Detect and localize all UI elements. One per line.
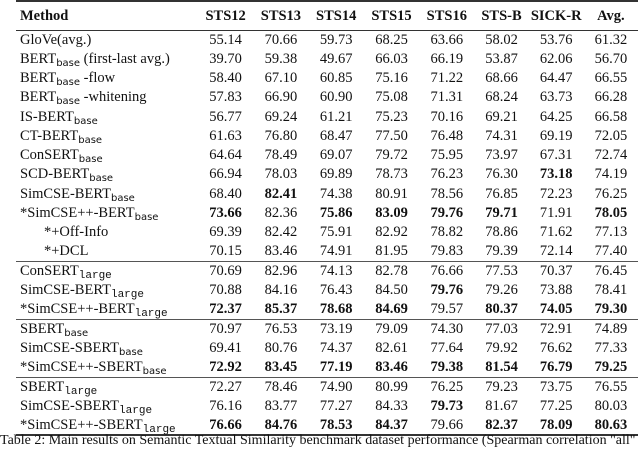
- score-cell: 70.97: [198, 319, 253, 338]
- score-cell: 69.07: [319, 147, 353, 164]
- score-cell: 73.88: [539, 282, 573, 299]
- score-cell: 77.33: [594, 340, 628, 357]
- score-cell: 74.13: [309, 262, 364, 281]
- score-cell: 58.40: [209, 69, 242, 86]
- table-row: [16, 397, 638, 416]
- table-row: [16, 30, 638, 49]
- score-cell: 84.16: [264, 282, 298, 299]
- score-cell: 82.96: [253, 262, 308, 281]
- column-header-sts14: STS14: [309, 1, 364, 30]
- score-cell: 66.90: [264, 89, 298, 106]
- score-cell: 79.30: [594, 301, 628, 318]
- model-size-subscript: large: [134, 308, 168, 321]
- score-cell: 69.24: [264, 108, 298, 125]
- score-cell: 68.24: [485, 89, 518, 106]
- column-header-sts13: STS13: [253, 1, 308, 30]
- score-cell: 74.05: [539, 301, 573, 318]
- score-cell: 81.95: [375, 243, 408, 260]
- score-cell: 83.46: [375, 359, 408, 376]
- score-cell: 80.03: [594, 398, 628, 415]
- score-cell: 63.73: [539, 89, 573, 106]
- score-cell: 68.25: [375, 31, 408, 48]
- method-name: BERT: [20, 50, 57, 67]
- method-name-cell: [16, 281, 198, 300]
- column-header-avg: Avg.: [584, 1, 638, 30]
- score-cell: 79.39: [485, 243, 518, 260]
- score-cell: 71.31: [430, 89, 464, 106]
- score-cell: 84.33: [375, 398, 408, 415]
- score-cell: 49.67: [319, 50, 353, 67]
- column-header-sts12: STS12: [198, 1, 253, 30]
- model-size-subscript: large: [119, 405, 153, 418]
- score-cell: 78.49: [264, 147, 298, 164]
- table-row: [16, 88, 638, 107]
- column-header-sts16: STS16: [419, 1, 474, 30]
- score-cell: 53.76: [539, 31, 573, 48]
- score-cell: 53.87: [485, 50, 518, 67]
- score-cell: 84.37: [364, 416, 419, 435]
- model-size-subscript: base: [56, 96, 81, 108]
- score-cell: 80.37: [485, 301, 518, 318]
- score-cell: 77.19: [319, 359, 353, 376]
- table-row: [16, 223, 638, 242]
- score-cell: 82.41: [264, 185, 298, 202]
- score-cell: 73.18: [539, 166, 573, 183]
- score-cell: 80.76: [264, 340, 298, 357]
- model-size-subscript: base: [134, 212, 159, 224]
- score-cell: 78.82: [430, 224, 464, 241]
- score-cell: 79.92: [485, 340, 518, 357]
- score-cell: 76.16: [209, 398, 242, 415]
- score-cell: 67.10: [264, 69, 298, 86]
- score-cell: 79.23: [474, 377, 528, 396]
- score-cell: 85.37: [264, 301, 298, 318]
- score-cell: 73.66: [209, 205, 242, 222]
- score-cell: 76.43: [319, 282, 353, 299]
- method-name: CT-BERT: [20, 127, 79, 144]
- table-row: [16, 107, 638, 126]
- score-cell: 82.92: [375, 224, 408, 241]
- method-variant: -whitening: [80, 89, 147, 106]
- score-cell: 74.37: [319, 340, 353, 357]
- score-cell: 80.63: [584, 416, 638, 435]
- table-header-row: [16, 1, 638, 30]
- score-cell: 84.76: [253, 416, 308, 435]
- score-cell: 61.21: [319, 108, 353, 125]
- score-cell: 77.50: [375, 127, 408, 144]
- score-cell: 75.08: [375, 89, 408, 106]
- score-cell: 79.57: [430, 301, 464, 318]
- score-cell: 76.79: [539, 359, 573, 376]
- table-row: [16, 146, 638, 165]
- score-cell: 71.62: [539, 224, 573, 241]
- method-name-cell: [16, 262, 198, 281]
- score-cell: 77.25: [539, 398, 573, 415]
- method-name: GloVe(avg.): [20, 31, 92, 48]
- method-name: SimCSE-SBERT: [20, 398, 120, 415]
- score-cell: 74.90: [309, 377, 364, 396]
- score-cell: 83.09: [375, 205, 408, 222]
- score-cell: 78.73: [375, 166, 408, 183]
- method-name: SimCSE-BERT: [20, 282, 111, 299]
- score-cell: 78.56: [430, 185, 464, 202]
- score-cell: 74.31: [485, 127, 518, 144]
- score-cell: 73.97: [485, 147, 518, 164]
- score-cell: 75.86: [319, 205, 353, 222]
- model-size-subscript: base: [89, 173, 114, 185]
- score-cell: 74.30: [419, 319, 474, 338]
- table-row: [16, 300, 638, 319]
- score-cell: 79.09: [364, 319, 419, 338]
- score-cell: 61.32: [594, 31, 628, 48]
- score-cell: 39.70: [209, 50, 242, 67]
- score-cell: 79.72: [375, 147, 408, 164]
- score-cell: 76.62: [539, 340, 573, 357]
- score-cell: 78.86: [485, 224, 518, 241]
- method-name-cell: [16, 126, 198, 145]
- score-cell: 84.50: [375, 282, 408, 299]
- score-cell: 76.30: [485, 166, 518, 183]
- score-cell: 58.02: [485, 31, 518, 48]
- method-variant: -flow: [80, 69, 116, 86]
- score-cell: 82.42: [264, 224, 298, 241]
- score-cell: 80.91: [375, 185, 408, 202]
- method-variant: (first-last avg.): [80, 50, 170, 67]
- method-name: *+Off-Info: [44, 224, 109, 241]
- method-name-cell: [16, 397, 198, 416]
- score-cell: 64.64: [209, 147, 242, 164]
- model-size-subscript: base: [119, 347, 143, 359]
- table-row: [16, 319, 638, 338]
- method-name-cell: [16, 69, 198, 88]
- score-cell: 59.38: [264, 50, 298, 67]
- score-cell: 74.91: [319, 243, 353, 260]
- table-row: [16, 242, 638, 261]
- score-cell: 69.39: [209, 224, 242, 241]
- score-cell: 68.47: [319, 127, 353, 144]
- score-cell: 69.21: [485, 108, 518, 125]
- method-name-cell: [16, 146, 198, 165]
- method-name: SimCSE-SBERT: [20, 340, 120, 357]
- model-size-subscript: base: [56, 57, 81, 69]
- score-cell: 72.92: [209, 359, 242, 376]
- score-cell: 60.90: [319, 89, 353, 106]
- table-row: [16, 281, 638, 300]
- score-cell: 69.19: [539, 127, 573, 144]
- score-cell: 71.91: [539, 205, 573, 222]
- score-cell: 61.63: [209, 127, 242, 144]
- score-cell: 84.69: [375, 301, 408, 318]
- score-cell: 75.95: [430, 147, 464, 164]
- score-cell: 77.64: [430, 340, 464, 357]
- method-name: *SimCSE++-BERT: [20, 205, 135, 222]
- score-cell: 66.94: [209, 166, 242, 183]
- score-cell: 80.99: [364, 377, 419, 396]
- method-name-cell: [16, 49, 198, 68]
- method-name: SCD-BERT: [20, 166, 90, 183]
- model-size-subscript: base: [56, 76, 81, 88]
- score-cell: 68.40: [209, 185, 242, 202]
- score-cell: 77.03: [474, 319, 528, 338]
- table-caption: Table 2: Main results on Semantic Textual Similarity benchmark dataset performance (Spearman correlation "all": [0, 433, 636, 448]
- score-cell: 76.23: [430, 166, 464, 183]
- model-size-subscript: base: [78, 134, 103, 146]
- score-cell: 81.67: [485, 398, 518, 415]
- score-cell: 77.40: [594, 243, 628, 260]
- method-name-cell: [16, 242, 198, 261]
- model-size-subscript: base: [142, 366, 167, 378]
- model-size-subscript: large: [78, 270, 112, 283]
- column-header-sick-r: SICK-R: [529, 1, 584, 30]
- score-cell: 76.80: [264, 127, 298, 144]
- score-cell: 82.61: [375, 340, 408, 357]
- method-name: IS-BERT: [20, 108, 74, 125]
- table-row: [16, 69, 638, 88]
- score-cell: 63.66: [430, 31, 464, 48]
- method-name-cell: [16, 339, 198, 358]
- score-cell: 66.03: [375, 50, 408, 67]
- score-cell: 76.55: [584, 377, 638, 396]
- model-size-subscript: base: [78, 154, 103, 166]
- score-cell: 70.66: [264, 31, 298, 48]
- column-header-sts-b: STS-B: [474, 1, 528, 30]
- score-cell: 70.69: [198, 262, 253, 281]
- score-cell: 72.27: [198, 377, 253, 396]
- table-row: [16, 126, 638, 145]
- table-row: [16, 339, 638, 358]
- score-cell: 76.45: [584, 262, 638, 281]
- column-header-method: Method: [16, 1, 198, 30]
- score-cell: 79.26: [485, 282, 518, 299]
- score-cell: 74.89: [584, 319, 638, 338]
- sts-results-table: [16, 0, 638, 436]
- score-cell: 76.53: [253, 319, 308, 338]
- score-cell: 78.41: [594, 282, 628, 299]
- score-cell: 72.23: [539, 185, 573, 202]
- results-table-container: [16, 0, 638, 436]
- score-cell: 72.14: [539, 243, 573, 260]
- score-cell: 73.19: [309, 319, 364, 338]
- score-cell: 72.05: [594, 127, 628, 144]
- score-cell: 83.77: [264, 398, 298, 415]
- score-cell: 78.68: [319, 301, 353, 318]
- score-cell: 70.88: [209, 282, 242, 299]
- score-cell: 67.31: [539, 147, 573, 164]
- score-cell: 55.14: [209, 31, 242, 48]
- method-name-cell: [16, 300, 198, 319]
- table-row: [16, 184, 638, 203]
- score-cell: 64.25: [539, 108, 573, 125]
- score-cell: 70.15: [209, 243, 242, 260]
- model-size-subscript: large: [64, 385, 98, 398]
- table-row: [16, 204, 638, 223]
- score-cell: 76.25: [419, 377, 474, 396]
- table-row: [16, 358, 638, 377]
- score-cell: 75.16: [375, 69, 408, 86]
- method-name-cell: [16, 30, 198, 49]
- score-cell: 79.76: [430, 205, 464, 222]
- score-cell: 70.37: [529, 262, 584, 281]
- score-cell: 72.74: [594, 147, 628, 164]
- score-cell: 78.53: [309, 416, 364, 435]
- table-row: [16, 165, 638, 184]
- method-name: SBERT: [20, 378, 65, 395]
- score-cell: 77.53: [474, 262, 528, 281]
- score-cell: 78.09: [529, 416, 584, 435]
- score-cell: 81.54: [485, 359, 518, 376]
- score-cell: 72.37: [209, 301, 242, 318]
- score-cell: 82.78: [364, 262, 419, 281]
- score-cell: 66.55: [594, 69, 628, 86]
- method-name: BERT: [20, 89, 57, 106]
- score-cell: 56.77: [209, 108, 242, 125]
- method-name-cell: [16, 319, 198, 338]
- score-cell: 77.13: [594, 224, 628, 241]
- score-cell: 83.46: [264, 243, 298, 260]
- method-name: *SimCSE++-SBERT: [20, 416, 143, 433]
- score-cell: 68.66: [485, 69, 518, 86]
- score-cell: 76.48: [430, 127, 464, 144]
- score-cell: 64.47: [539, 69, 573, 86]
- score-cell: 69.89: [319, 166, 353, 183]
- method-name: *SimCSE++-BERT: [20, 301, 135, 318]
- method-name: *SimCSE++-SBERT: [20, 359, 143, 376]
- score-cell: 79.76: [430, 282, 464, 299]
- score-cell: 57.83: [209, 89, 242, 106]
- score-cell: 75.23: [375, 108, 408, 125]
- score-cell: 73.75: [529, 377, 584, 396]
- score-cell: 75.91: [319, 224, 353, 241]
- method-name-cell: [16, 107, 198, 126]
- method-name-cell: [16, 358, 198, 377]
- method-name-cell: [16, 204, 198, 223]
- score-cell: 78.03: [264, 166, 298, 183]
- score-cell: 56.70: [594, 50, 628, 67]
- score-cell: 76.66: [198, 416, 253, 435]
- score-cell: 74.38: [319, 185, 353, 202]
- score-cell: 79.83: [430, 243, 464, 260]
- score-cell: 78.05: [594, 205, 628, 222]
- score-cell: 74.19: [594, 166, 628, 183]
- score-cell: 76.85: [485, 185, 518, 202]
- column-header-sts15: STS15: [364, 1, 419, 30]
- table-row: [16, 262, 638, 281]
- score-cell: 79.38: [430, 359, 464, 376]
- score-cell: 71.22: [430, 69, 464, 86]
- score-cell: 79.71: [485, 205, 518, 222]
- score-cell: 78.46: [253, 377, 308, 396]
- score-cell: 82.37: [474, 416, 528, 435]
- score-cell: 82.36: [264, 205, 298, 222]
- model-size-subscript: base: [64, 328, 89, 340]
- method-name-cell: [16, 223, 198, 242]
- score-cell: 76.66: [419, 262, 474, 281]
- score-cell: 66.28: [594, 89, 628, 106]
- score-cell: 79.25: [594, 359, 628, 376]
- score-cell: 79.73: [430, 398, 464, 415]
- score-cell: 72.91: [529, 319, 584, 338]
- method-name-cell: [16, 377, 198, 396]
- method-name-cell: [16, 88, 198, 107]
- model-size-subscript: large: [142, 423, 176, 436]
- model-size-subscript: large: [110, 289, 144, 302]
- method-name: SimCSE-BERT: [20, 185, 111, 202]
- score-cell: 79.66: [419, 416, 474, 435]
- table-row: [16, 377, 638, 396]
- score-cell: 77.27: [319, 398, 353, 415]
- score-cell: 60.85: [319, 69, 353, 86]
- score-cell: 66.19: [430, 50, 464, 67]
- score-cell: 70.16: [430, 108, 464, 125]
- method-name-cell: [16, 184, 198, 203]
- model-size-subscript: base: [110, 192, 135, 204]
- table-body: [16, 30, 638, 435]
- score-cell: 59.73: [319, 31, 353, 48]
- method-name: BERT: [20, 69, 57, 86]
- score-cell: 62.06: [539, 50, 573, 67]
- model-size-subscript: base: [73, 115, 98, 127]
- method-name: ConSERT: [20, 147, 79, 164]
- method-name: ConSERT: [20, 263, 79, 280]
- score-cell: 69.41: [209, 340, 242, 357]
- method-name: SBERT: [20, 321, 65, 338]
- score-cell: 83.45: [264, 359, 298, 376]
- method-name: *+DCL: [44, 243, 89, 260]
- method-name-cell: [16, 165, 198, 184]
- score-cell: 76.25: [594, 185, 628, 202]
- score-cell: 66.58: [594, 108, 628, 125]
- table-row: [16, 49, 638, 68]
